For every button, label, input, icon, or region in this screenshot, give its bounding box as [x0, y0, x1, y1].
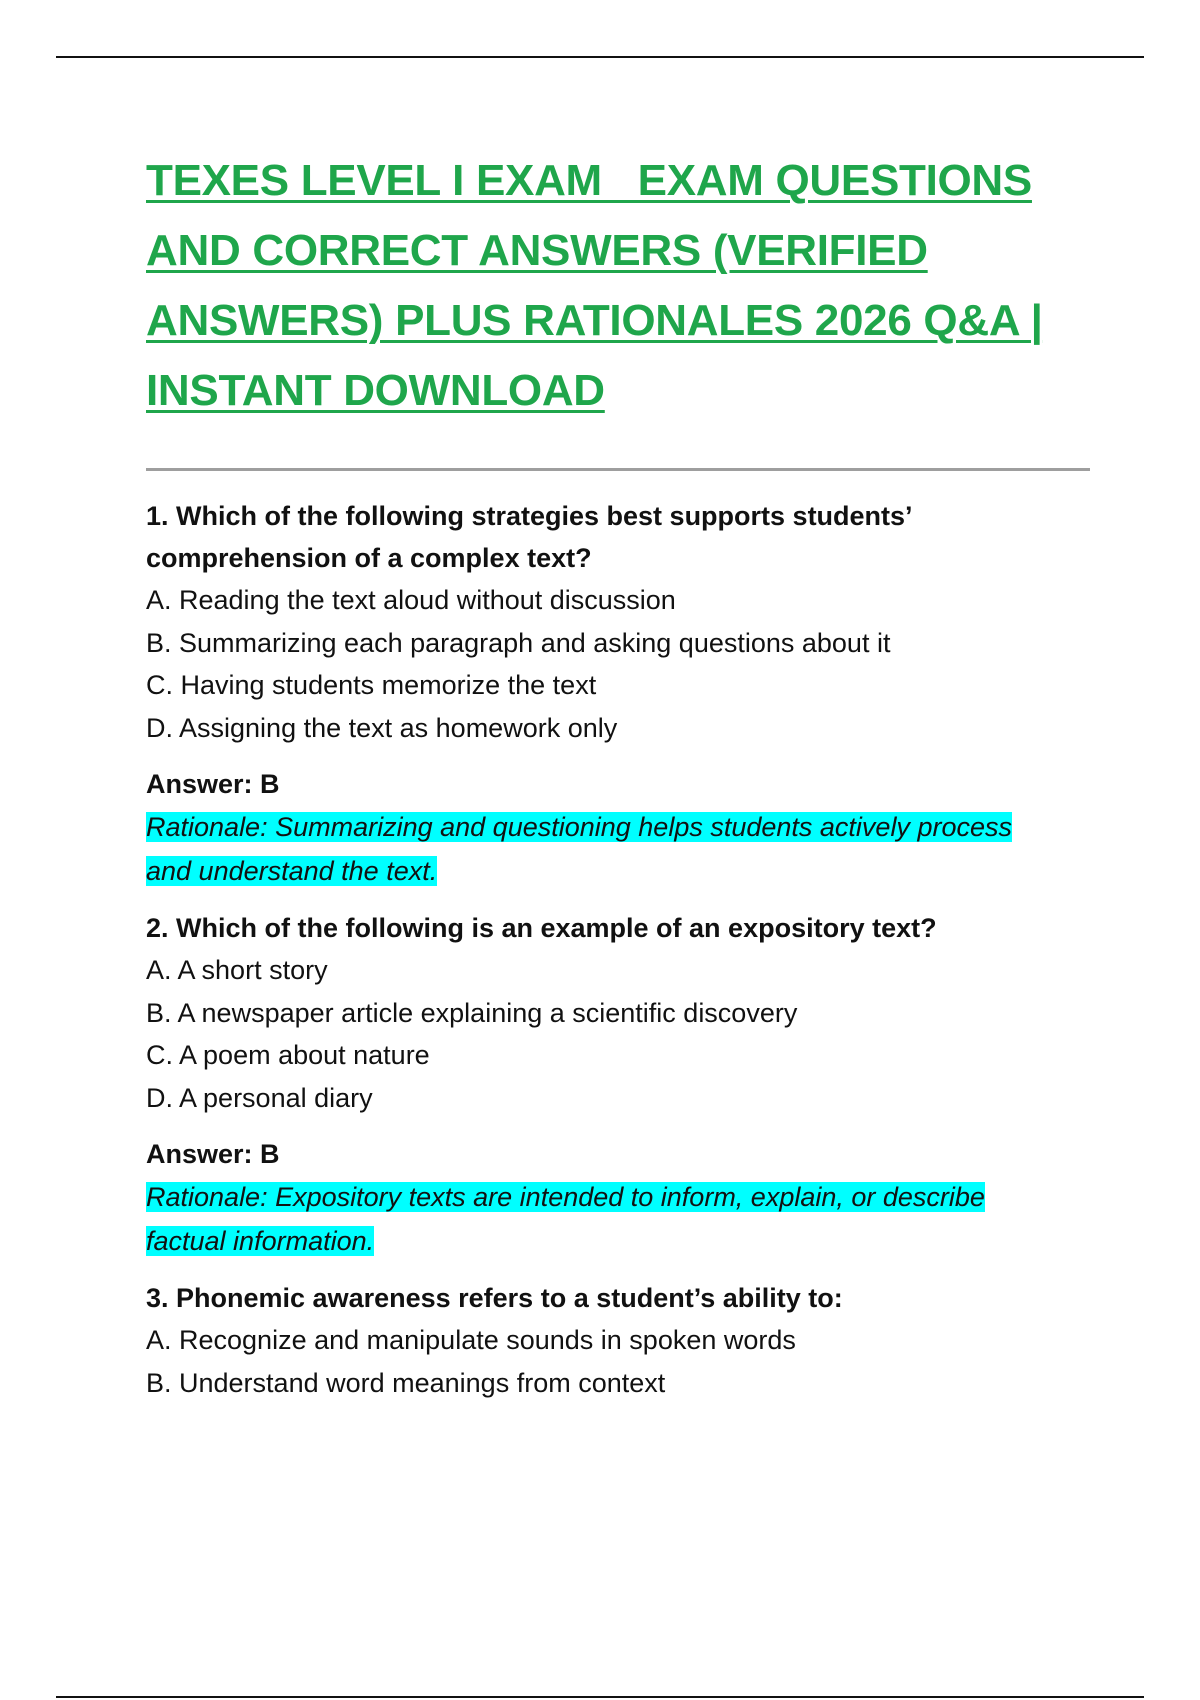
question-text: 2. Which of the following is an example of an expository text? — [146, 913, 937, 943]
rationale-highlight: Rationale: Expository texts are intended to inform, explain, or describe — [146, 1182, 985, 1212]
option-d: D. Assigning the text as homework only — [146, 712, 618, 743]
option-b: B. A newspaper article explaining a scientific discovery — [146, 997, 798, 1028]
question-text: 3. Phonemic awareness refers to a student’s ability to: — [146, 1283, 843, 1313]
option-a: A. A short story — [146, 955, 328, 985]
question-text: comprehension of a complex text? — [146, 543, 592, 573]
option-a: A. Reading the text aloud without discussion — [146, 585, 676, 615]
question-2 — [146, 907, 1096, 1263]
question-text: 1. Which of the following strategies best supports students’ — [146, 501, 913, 531]
top-rule — [56, 56, 1144, 58]
answer: Answer: B — [146, 769, 280, 799]
option-c: C. A poem about nature — [146, 1040, 430, 1070]
answer: Answer: B — [146, 1139, 280, 1169]
option-d: D. A personal diary — [146, 1082, 373, 1113]
option-a: A. Recognize and manipulate sounds in spoken words — [146, 1325, 796, 1355]
question-3 — [146, 1277, 1096, 1404]
title-line-1: TEXES LEVEL I EXAM EXAM QUESTIONS — [146, 156, 1032, 205]
rationale-line — [146, 1219, 1096, 1263]
title-divider — [146, 468, 1090, 471]
title-line-3: ANSWERS) PLUS RATIONALES 2026 Q&A | — [146, 296, 1043, 345]
rationale-highlight: factual information. — [146, 1226, 375, 1256]
option-b: B. Understand word meanings from context — [146, 1367, 666, 1398]
rationale-line — [146, 849, 1096, 893]
option-c: C. Having students memorize the text — [146, 670, 597, 700]
option-b: B. Summarizing each paragraph and asking questions about it — [146, 627, 891, 658]
rationale-line — [146, 1175, 1096, 1219]
bottom-rule — [56, 1696, 1144, 1698]
rationale-highlight: and understand the text. — [146, 856, 438, 886]
title-line-2: AND CORRECT ANSWERS (VERIFIED — [146, 226, 928, 275]
rationale-line — [146, 805, 1096, 849]
rationale-highlight: Rationale: Summarizing and questioning helps students actively process — [146, 812, 1012, 842]
question-1 — [146, 495, 1096, 893]
document-title — [146, 146, 1086, 426]
question-list — [146, 495, 1096, 1404]
title-line-4: INSTANT DOWNLOAD — [146, 366, 605, 415]
